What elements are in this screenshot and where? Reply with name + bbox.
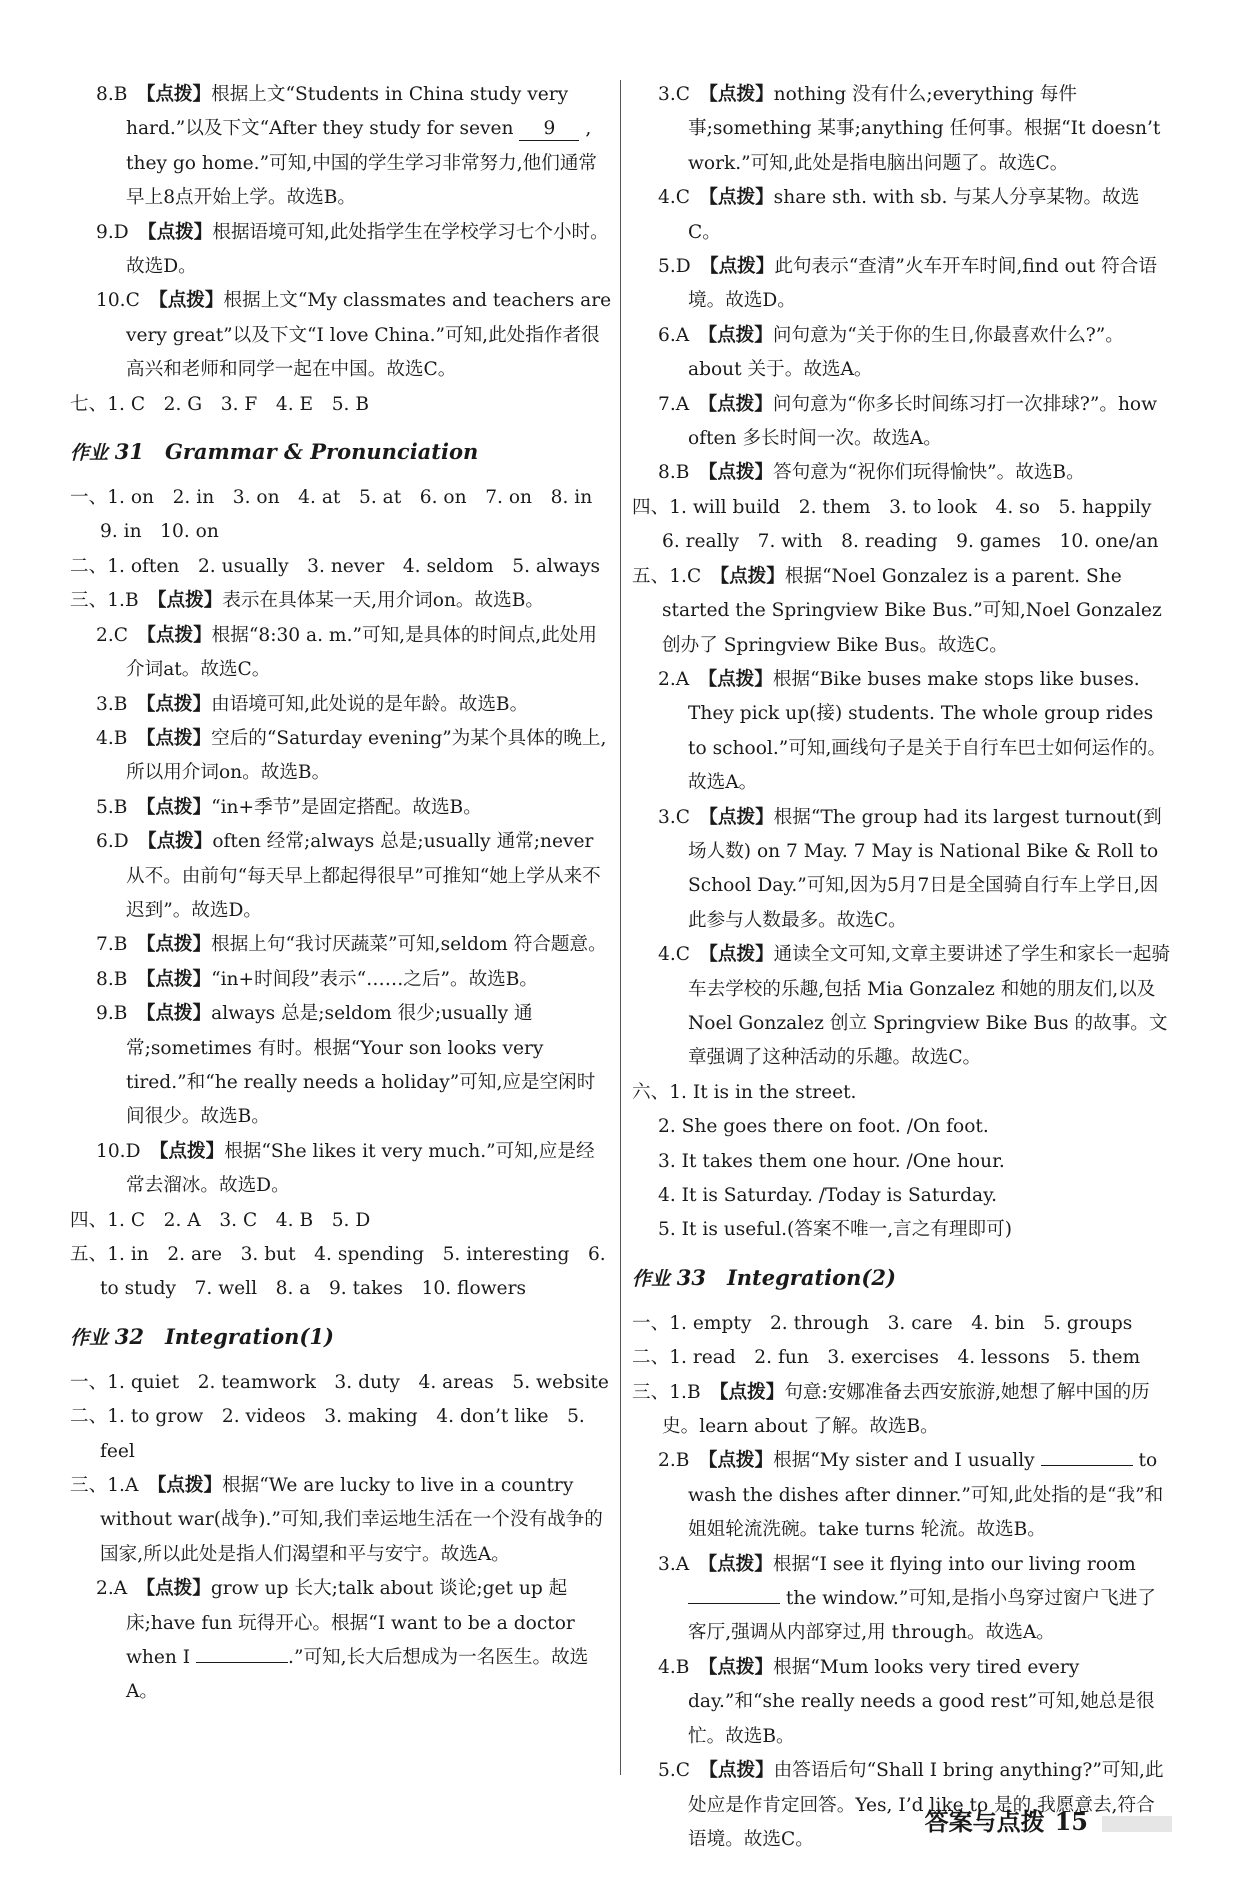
section-heading-33: 作业 33 Integration(2) [632, 1264, 896, 1290]
answer-item: 9.D 【点拨】根据语境可知,此处指学生在学校学习七个小时。故选D。 [96, 221, 609, 278]
answer-line: 二、1. read 2. fun 3. exercises 4. lessons 5. them [632, 1347, 1141, 1369]
answer-item: 6.D 【点拨】often 经常;always 总是;usually 通常;never 从不。由前句“每天早上都起得很早”可推知“她上学从来不迟到”。故选D。 [96, 831, 601, 921]
page-number: 15 [1054, 1807, 1088, 1836]
answer-item: 8.B 【点拨】“in+时间段”表示“……之后”。故选B。 [96, 968, 539, 990]
answer-item: 3. It takes them one hour. /One hour. [658, 1150, 1005, 1172]
answer-line: 一、1. empty 2. through 3. care 4. bin 5. groups [632, 1312, 1133, 1334]
answer-item: 9.B 【点拨】always 总是;seldom 很少;usually 通常;sometimes 有时。根据“Your son looks very tired.”和“he really needs a holiday”可知,应是空闲时间很少。故选B。 [96, 1003, 596, 1128]
answer-item: 8.B 【点拨】根据上文“Students in China study very hard.”以及下文“After they study for seven 9 , they go home.”可知,中国的学生学习非常努力,他们通常早上8点开始上学。故选B。 [96, 84, 598, 209]
answer-line: 二、1. to grow 2. videos 3. making 4. don’t like 5. feel [70, 1406, 585, 1462]
left-column [70, 78, 612, 1710]
answer-item: 8.B 【点拨】答句意为“祝你们玩得愉快”。故选B。 [658, 462, 1085, 484]
column-divider [620, 80, 621, 1775]
answer-item: 五、1.C 【点拨】根据“Noel Gonzalez is a parent. She started the Springview Bike Bus.”可知,Noel Gonzalez 创办了 Springview Bike Bus。故选C。 [632, 565, 1162, 656]
answer-item: 六、1. It is in the street. [632, 1081, 857, 1103]
answer-blank [196, 1662, 288, 1663]
answer-blank [688, 1603, 780, 1604]
answer-item: 3.C 【点拨】nothing 没有什么;everything 每件事;something 某事;anything 任何事。根据“It doesn’t work.”可知,此处是指电脑出问题了。故选C。 [658, 84, 1161, 174]
answer-line: 七、1. C 2. G 3. F 4. E 5. B [70, 393, 370, 415]
answer-item: 5.C 【点拨】由答语后句“Shall I bring anything?”可知,此处应是作肯定回答。Yes, I’d like to 是的,我愿意去,符合语境。故选C。 [658, 1760, 1164, 1850]
answer-item: 5.B 【点拨】“in+季节”是固定搭配。故选B。 [96, 796, 482, 818]
answer-item: 5.D 【点拨】此句表示“查清”火车开车时间,find out 符合语境。故选D。 [658, 256, 1157, 312]
section-heading-31: 作业 31 Grammar & Pronunciation [70, 439, 479, 465]
answer-item: 2.A 【点拨】根据“Bike buses make stops like buses. They pick up(接) students. The whole group rides to school.”可知,画线句子是关于自行车巴士如何运作的。故选A。 [658, 668, 1167, 794]
answer-item: 2.B 【点拨】根据“My sister and I usually to wash the dishes after dinner.”可知,此处指的是“我”和姐姐轮流洗碗。take turns 轮流。故选B。 [658, 1450, 1164, 1541]
answer-item: 7.B 【点拨】根据上句“我讨厌蔬菜”可知,seldom 符合题意。 [96, 934, 607, 956]
answer-item: 2. She goes there on foot. /On foot. [658, 1116, 989, 1138]
section-heading-32: 作业 32 Integration(1) [70, 1323, 334, 1349]
footer-decoration [1102, 1816, 1172, 1832]
answer-item: 10.D 【点拨】根据“She likes it very much.”可知,应是经常去溜冰。故选D。 [96, 1140, 595, 1197]
answer-item: 3.C 【点拨】根据“The group had its largest turnout(到场人数) on 7 May. 7 May is National Bike & Roll to School Day.”可知,因为5月7日是全国骑自行车上学日,因此参与人数最多。故选C。 [658, 806, 1162, 931]
answer-item: 10.C 【点拨】根据上文“My classmates and teachers are very great”以及下文“I love China.”可知,此处指作者很高兴和老师和同学一起在中国。故选C。 [96, 290, 612, 381]
right-column [632, 78, 1172, 1857]
answer-line: 四、1. will build 2. them 3. to look 4. so 5. happily 6. really 7. with 8. reading 9. games 10. one/an [632, 496, 1171, 553]
answer-item: 三、1.B 【点拨】句意:安娜准备去西安旅游,她想了解中国的历史。learn about 了解。故选B。 [632, 1381, 1150, 1438]
answer-item: 4. It is Saturday. /Today is Saturday. [658, 1185, 998, 1206]
answer-item: 3.A 【点拨】根据“I see it flying into our living room the window.”可知,是指小鸟穿过窗户飞进了客厅,强调从内部穿过,用 through。故选A。 [658, 1553, 1156, 1644]
page-footer [925, 1802, 1172, 1837]
answer-line: 一、1. quiet 2. teamwork 3. duty 4. areas 5. website [70, 1371, 609, 1393]
answer-item: 三、1.B 【点拨】表示在具体某一天,用介词on。故选B。 [70, 590, 544, 612]
answer-blank: 9 [519, 118, 579, 141]
answer-item: 3.B 【点拨】由语境可知,此处说的是年龄。故选B。 [96, 693, 529, 715]
footer-label: 答案与点拨 [924, 1808, 1045, 1836]
answer-blank [1041, 1465, 1133, 1466]
answer-item: 4.C 【点拨】share sth. with sb. 与某人分享某物。故选C。 [658, 187, 1140, 243]
answer-item: 2.C 【点拨】根据“8:30 a. m.”可知,是具体的时间点,此处用介词at。故选C。 [96, 624, 597, 681]
answer-item: 2.A 【点拨】grow up 长大;talk about 谈论;get up 起床;have fun 玩得开心。根据“I want to be a doctor when I .”可知,长大后想成为一名医生。故选A。 [96, 1578, 589, 1703]
answer-item: 三、1.A 【点拨】根据“We are lucky to live in a country without war(战争).”可知,我们幸运地生活在一个没有战争的国家,所以此处是指人们渴望和平与安宁。故选A。 [70, 1475, 603, 1565]
answer-line: 一、1. on 2. in 3. on 4. at 5. at 6. on 7. on 8. in 9. in 10. on [70, 487, 611, 543]
answer-item: 6.A 【点拨】问句意为“关于你的生日,你最喜欢什么?”。about 关于。故选A。 [658, 324, 1124, 381]
answer-item: 4.B 【点拨】根据“Mum looks very tired every day.”和“she really needs a good rest”可知,她总是很忙。故选B。 [658, 1656, 1155, 1747]
answer-item: 7.A 【点拨】问句意为“你多长时间练习打一次排球?”。how often 多长时间一次。故选A。 [658, 393, 1158, 450]
answer-line: 四、1. C 2. A 3. C 4. B 5. D [70, 1209, 371, 1231]
answer-item: 4.C 【点拨】通读全文可知,文章主要讲述了学生和家长一起骑车去学校的乐趣,包括 Mia Gonzalez 和她的朋友们,以及 Noel Gonzalez 创立 Springview Bike Bus 的故事。文章强调了这种活动的乐趣。故选C。 [658, 944, 1171, 1069]
answer-item: 5. It is useful.(答案不唯一,言之有理即可) [658, 1219, 1012, 1241]
answer-item: 4.B 【点拨】空后的“Saturday evening”为某个具体的晚上,所以用介词on。故选B。 [96, 727, 607, 784]
answer-line: 五、1. in 2. are 3. but 4. spending 5. interesting 6. to study 7. well 8. a 9. takes 10. flowers [70, 1244, 606, 1300]
answer-line: 二、1. often 2. usually 3. never 4. seldom 5. always [70, 555, 600, 577]
